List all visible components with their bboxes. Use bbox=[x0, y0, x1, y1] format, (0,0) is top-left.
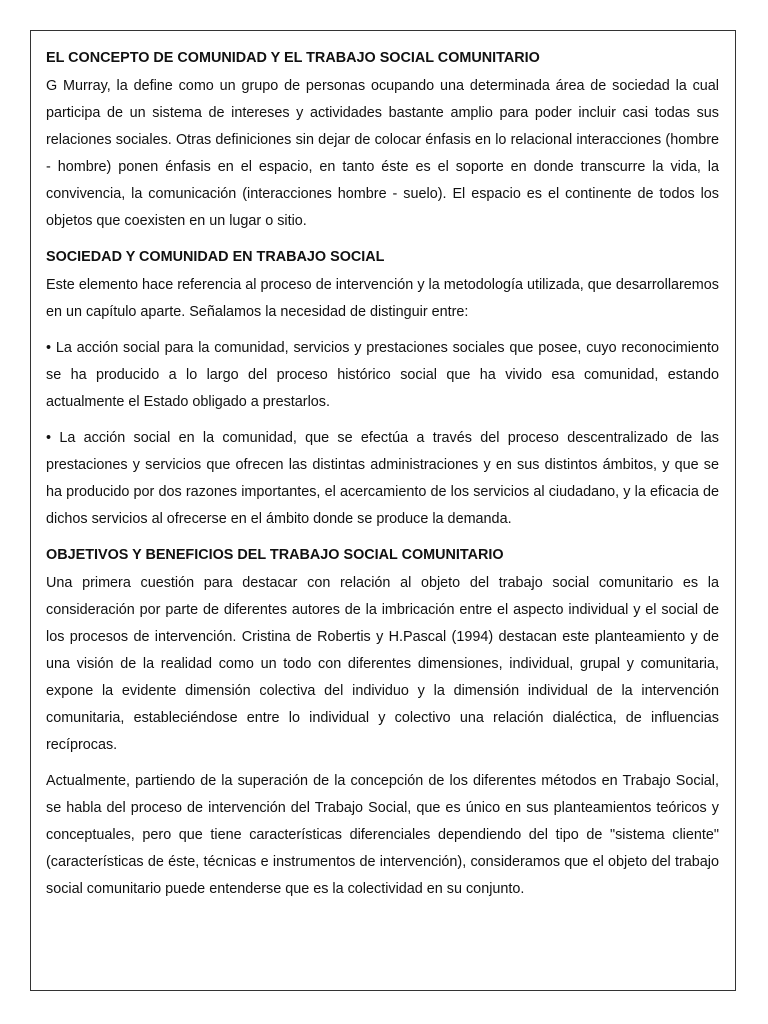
paragraph-proceso-intervencion: Este elemento hace referencia al proceso de intervención y la metodología utilizada, que desarrollaremos en un capítulo aparte. Señalamos la necesidad de distinguir entre: bbox=[46, 277, 719, 320]
section-heading-sociedad-comunidad: SOCIEDAD Y COMUNIDAD EN TRABAJO SOCIAL bbox=[46, 249, 385, 265]
paragraph-proceso-actual: Actualmente, partiendo de la superación de la concepción de los diferentes métodos en Trabajo Social, se habla del proceso de intervención del Trabajo Social, que es único en sus planteamientos teóricos y conceptuales, pero que tiene características diferenciales dependiendo del tipo de "sistema cliente" (características de éste, técnicas e instrumentos de intervención), consideramos que el objeto del trabajo social comunitario puede entenderse que es la colectividad en su conjunto. bbox=[46, 773, 719, 897]
section-heading-objetivos-beneficios: OBJETIVOS Y BENEFICIOS DEL TRABAJO SOCIAL COMUNITARIO bbox=[46, 547, 504, 563]
paragraph-definicion-comunidad: G Murray, la define como un grupo de personas ocupando una determinada área de sociedad la cual participa de un sistema de intereses y actividades bastante amplio para poder incluir casi todas sus relaciones sociales. Otras definiciones sin dejar de colocar énfasis en lo relacional interacciones (hombre - hombre) ponen énfasis en el espacio, en tanto éste es el soporte en donde transcurre la vida, la convivencia, la comunicación (interacciones hombre - suelo). El espacio es el continente de todos los objetos que coexisten en un lugar o sitio. bbox=[46, 78, 719, 229]
paragraph-accion-en-comunidad: • La acción social en la comunidad, que se efectúa a través del proceso descentralizado de las prestaciones y servicios que ofrecen las distintas administraciones y en sus distintos ámbitos, y que se ha producido por dos razones importantes, el acercamiento de los servicios al ciudadano, y la eficacia de dichos servicios al ofrecerse en el ámbito donde se produce la demanda. bbox=[46, 430, 719, 527]
paragraph-objeto-trabajo-social: Una primera cuestión para destacar con relación al objeto del trabajo social comunitario es la consideración por parte de diferentes autores de la imbricación entre el aspecto individual y el social de los procesos de intervención. Cristina de Robertis y H.Pascal (1994) destacan este planteamiento y de una visión de la realidad como un todo con diferentes dimensiones, individual, grupal y comunitaria, expone la evidente dimensión colectiva del individuo y la dimensión individual de la intervención comunitaria, estableciéndose entre lo individual y colectivo una relación dialéctica, de influencias recíprocas. bbox=[46, 575, 719, 753]
section-heading-concepto-comunidad: EL CONCEPTO DE COMUNIDAD Y EL TRABAJO SOCIAL COMUNITARIO bbox=[46, 50, 540, 66]
paragraph-accion-para-comunidad: • La acción social para la comunidad, servicios y prestaciones sociales que posee, cuyo reconocimiento se ha producido a lo largo del proceso histórico social que ha vivido esa comunidad, estando actualmente el Estado obligado a prestarlos. bbox=[46, 340, 719, 410]
document-page bbox=[30, 30, 736, 991]
